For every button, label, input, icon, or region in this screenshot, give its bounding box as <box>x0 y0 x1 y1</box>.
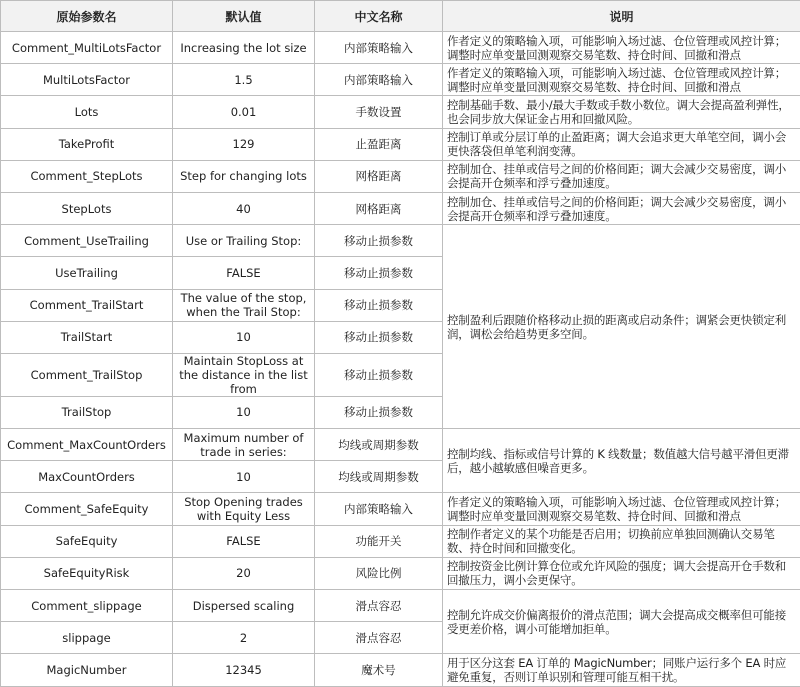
param-name: StepLots <box>1 192 173 224</box>
param-chinese-name: 滑点容忍 <box>315 590 443 622</box>
param-chinese-name: 内部策略输入 <box>315 32 443 64</box>
param-name: slippage <box>1 622 173 654</box>
param-name: Comment_SafeEquity <box>1 493 173 525</box>
param-chinese-name: 移动止损参数 <box>315 225 443 257</box>
param-description: 控制基础手数、最小/最大手数或手数小数位。调大会提高盈利弹性，也会同步放大保证金占用和回撤风险。 <box>443 96 800 128</box>
table-row <box>1 493 800 525</box>
param-name: Comment_MultiLotsFactor <box>1 32 173 64</box>
param-chinese-name: 滑点容忍 <box>315 622 443 654</box>
param-name: TrailStop <box>1 396 173 428</box>
param-chinese-name: 功能开关 <box>315 525 443 557</box>
param-name: Comment_TrailStart <box>1 289 173 321</box>
param-default: Maximum number of trade in series: <box>173 429 315 461</box>
table-row <box>1 64 800 96</box>
param-name: Comment_UseTrailing <box>1 225 173 257</box>
header-default-value: 默认值 <box>173 1 315 32</box>
param-description: 控制订单或分层订单的止盈距离；调大会追求更大单笔空间，调小会更快落袋但单笔利润变薄。 <box>443 128 800 160</box>
param-description: 控制作者定义的某个功能是否启用；切换前应单独回测确认交易笔数、持仓时间和回撤变化。 <box>443 525 800 557</box>
param-name: TrailStart <box>1 321 173 353</box>
param-default: 10 <box>173 461 315 493</box>
param-description: 用于区分这套 EA 订单的 MagicNumber；同账户运行多个 EA 时应避免重复，否则订单识别和管理可能互相干扰。 <box>443 654 800 686</box>
param-default: The value of the stop, when the Trail Stop: <box>173 289 315 321</box>
param-default: Stop Opening trades with Equity Less <box>173 493 315 525</box>
param-chinese-name: 止盈距离 <box>315 128 443 160</box>
table-row <box>1 192 800 224</box>
param-description: 控制均线、指标或信号计算的 K 线数量；数值越大信号越平滑但更滞后，越小越敏感但噪音更多。 <box>443 429 800 493</box>
param-default: 10 <box>173 396 315 428</box>
param-default: 2 <box>173 622 315 654</box>
param-default: FALSE <box>173 525 315 557</box>
param-name: Lots <box>1 96 173 128</box>
param-chinese-name: 移动止损参数 <box>315 321 443 353</box>
param-chinese-name: 移动止损参数 <box>315 289 443 321</box>
param-default: 1.5 <box>173 64 315 96</box>
param-description: 控制盈利后跟随价格移动止损的距离或启动条件；调紧会更快锁定利润，调松会给趋势更多空间。 <box>443 225 800 429</box>
param-name: Comment_MaxCountOrders <box>1 429 173 461</box>
header-description: 说明 <box>443 1 800 32</box>
param-chinese-name: 移动止损参数 <box>315 353 443 396</box>
param-chinese-name: 魔术号 <box>315 654 443 686</box>
param-description: 作者定义的策略输入项，可能影响入场过滤、仓位管理或风控计算；调整时应单变量回测观察交易笔数、持仓时间、回撤和滑点 <box>443 493 800 525</box>
param-chinese-name: 内部策略输入 <box>315 493 443 525</box>
table-row <box>1 557 800 589</box>
table-row <box>1 96 800 128</box>
table-row <box>1 128 800 160</box>
param-description: 控制按资金比例计算仓位或允许风险的强度；调大会提高开仓手数和回撤压力，调小会更保守。 <box>443 557 800 589</box>
table-row <box>1 654 800 686</box>
param-name: MultiLotsFactor <box>1 64 173 96</box>
param-name: UseTrailing <box>1 257 173 289</box>
param-default: 40 <box>173 192 315 224</box>
table-row <box>1 225 800 257</box>
param-description: 控制允许成交价偏离报价的滑点范围；调大会提高成交概率但可能接受更差价格，调小可能增加拒单。 <box>443 590 800 654</box>
param-default: Dispersed scaling <box>173 590 315 622</box>
param-default: Maintain StopLoss at the distance in the list from <box>173 353 315 396</box>
param-default: 129 <box>173 128 315 160</box>
param-default: 10 <box>173 321 315 353</box>
param-default: 0.01 <box>173 96 315 128</box>
param-default: Use or Trailing Stop: <box>173 225 315 257</box>
table-row <box>1 525 800 557</box>
param-default: Increasing the lot size <box>173 32 315 64</box>
param-name: SafeEquity <box>1 525 173 557</box>
param-chinese-name: 均线或周期参数 <box>315 461 443 493</box>
param-default: 20 <box>173 557 315 589</box>
param-chinese-name: 均线或周期参数 <box>315 429 443 461</box>
param-chinese-name: 移动止损参数 <box>315 396 443 428</box>
param-name: MagicNumber <box>1 654 173 686</box>
param-description: 控制加仓、挂单或信号之间的价格间距；调大会减少交易密度，调小会提高开仓频率和浮亏叠加速度。 <box>443 160 800 192</box>
table-row <box>1 32 800 64</box>
header-chinese-name: 中文名称 <box>315 1 443 32</box>
header-original-name: 原始参数名 <box>1 1 173 32</box>
param-name: Comment_TrailStop <box>1 353 173 396</box>
table-row <box>1 590 800 622</box>
param-chinese-name: 风险比例 <box>315 557 443 589</box>
param-name: Comment_slippage <box>1 590 173 622</box>
param-name: Comment_StepLots <box>1 160 173 192</box>
param-chinese-name: 内部策略输入 <box>315 64 443 96</box>
param-name: MaxCountOrders <box>1 461 173 493</box>
param-default: Step for changing lots <box>173 160 315 192</box>
param-chinese-name: 网格距离 <box>315 192 443 224</box>
param-description: 控制加仓、挂单或信号之间的价格间距；调大会减少交易密度，调小会提高开仓频率和浮亏叠加速度。 <box>443 192 800 224</box>
param-default: FALSE <box>173 257 315 289</box>
param-chinese-name: 移动止损参数 <box>315 257 443 289</box>
header-row <box>1 1 800 32</box>
param-description: 作者定义的策略输入项，可能影响入场过滤、仓位管理或风控计算；调整时应单变量回测观察交易笔数、持仓时间、回撤和滑点 <box>443 64 800 96</box>
param-name: SafeEquityRisk <box>1 557 173 589</box>
param-default: 12345 <box>173 654 315 686</box>
table-row <box>1 429 800 461</box>
param-chinese-name: 手数设置 <box>315 96 443 128</box>
param-description: 作者定义的策略输入项，可能影响入场过滤、仓位管理或风控计算；调整时应单变量回测观察交易笔数、持仓时间、回撤和滑点 <box>443 32 800 64</box>
table-row <box>1 160 800 192</box>
param-chinese-name: 网格距离 <box>315 160 443 192</box>
param-name: TakeProfit <box>1 128 173 160</box>
